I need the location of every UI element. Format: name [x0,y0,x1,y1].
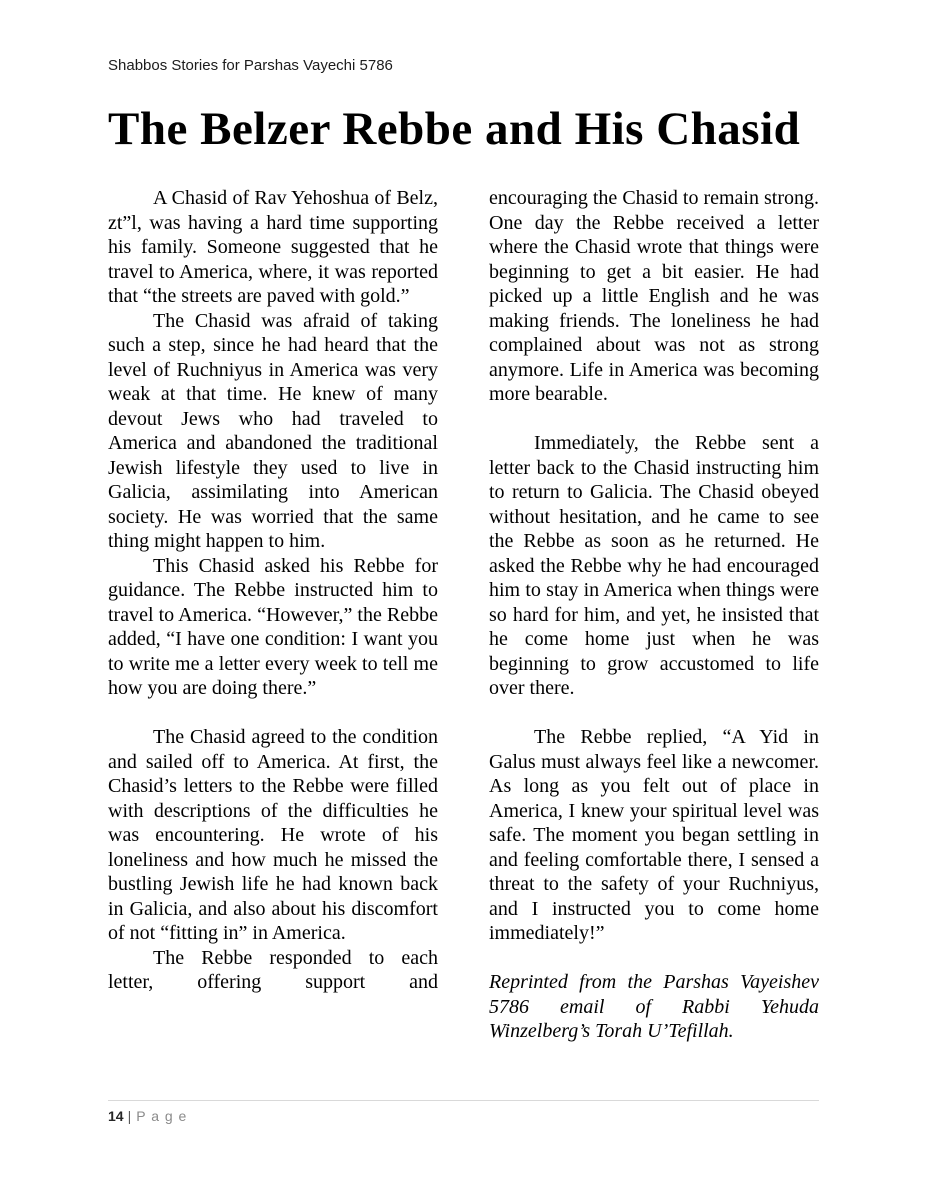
paragraph: The Rebbe replied, “A Yid in Galus must always feel like a newcomer. As long as you felt out of place in America, I knew your spiritual level was safe. The moment you began settling in and feeling comfortable there, I sensed a threat to the safety of your Ruchniyus, and I instructed you to come home immediately!” [489,726,819,944]
paragraph: This Chasid asked his Rebbe for guidance. The Rebbe instructed him to travel to America. “However,” the Rebbe added, “I have one condition: I want you to write me a letter every week to tell me how you are doing there.” [108,554,438,699]
left-column [108,186,438,1044]
footer-page-label: P a g e [136,1108,188,1124]
footer-separator: | [127,1108,132,1124]
right-column [489,186,819,1044]
paragraph: Immediately, the Rebbe sent a letter back to the Chasid instructing him to return to Galicia. The Chasid obeyed without hesitation, and he came to see the Rebbe as soon as he returned. He asked the Rebbe why he had encouraged him to stay in America when things were so hard for him, and yet, he insisted that he come home just when he was beginning to grow accustomed to life over there. [489,432,819,699]
paragraph-continued: The Rebbe responded to each letter, offering support and [108,946,438,993]
paragraph: The Chasid agreed to the condition and sailed off to America. At first, the Chasid’s letters to the Rebbe were filled with descriptions of the difficulties he was encountering. He wrote of his loneliness and how much he missed the bustling Jewish life he had known back in Galicia, and also about his discomfort of not “fitting in” in America. [108,726,438,944]
paragraph: The Chasid was afraid of taking such a step, since he had heard that the level of Ruchniyus in America was very weak at that time. He knew of many devout Jews who had traveled to America and abandoned the traditional Jewish lifestyle they used to live in Galicia, assimilating into American society. He was worried that the same thing might happen to him. [108,309,438,552]
paragraph: A Chasid of Rav Yehoshua of Belz, zt”l, was having a hard time supporting his family. Someone suggested that he travel to America, where, it was reported that “the streets are paved with gold.” [108,187,438,307]
running-header: Shabbos Stories for Parshas Vayechi 5786 [108,57,393,74]
reprint-attribution: Reprinted from the Parshas Vayeishev 5786 email of Rabbi Yehuda Winzelberg’s Torah U’Tefillah. [489,971,819,1042]
paragraph-continuation: encouraging the Chasid to remain strong. One day the Rebbe received a letter where the Chasid wrote that things were beginning to get a bit easier. He had picked up a little English and he was making friends. The loneliness he had complained about was not as strong anymore. Life in America was becoming more bearable. [489,187,819,405]
page-footer [108,1107,187,1125]
page-number: 14 [108,1108,124,1124]
footer-divider [108,1100,819,1101]
two-column-body [108,186,819,1044]
page-title: The Belzer Rebbe and His Chasid [108,103,801,155]
